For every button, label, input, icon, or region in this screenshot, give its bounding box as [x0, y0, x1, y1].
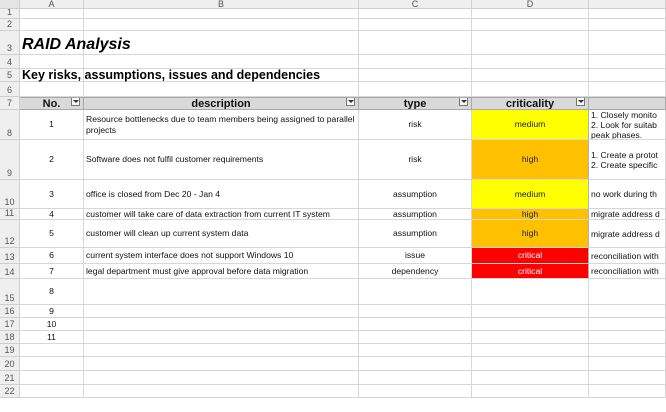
grid-cell[interactable]: [472, 385, 589, 398]
grid-cell[interactable]: [589, 55, 666, 69]
type-cell[interactable]: assumption: [359, 180, 472, 209]
row-number-cell[interactable]: 3: [20, 180, 84, 209]
criticality-cell[interactable]: critical: [472, 264, 589, 279]
grid-cell[interactable]: [472, 82, 589, 97]
grid-cell[interactable]: [84, 371, 359, 385]
criticality-cell[interactable]: medium: [472, 110, 589, 140]
grid-cell[interactable]: [20, 9, 84, 19]
grid-cell[interactable]: [472, 9, 589, 19]
grid-cell[interactable]: [359, 69, 472, 82]
action-cell[interactable]: migrate address d: [589, 209, 666, 220]
description-cell[interactable]: [84, 318, 359, 331]
description-cell[interactable]: [84, 331, 359, 344]
row-header[interactable]: 22: [0, 385, 20, 398]
row-header[interactable]: 1: [0, 9, 20, 19]
select-all-corner[interactable]: [0, 0, 20, 9]
grid-cell[interactable]: [589, 19, 666, 31]
header-criticality[interactable]: [472, 97, 589, 110]
row-number-cell[interactable]: 8: [20, 279, 84, 305]
action-cell[interactable]: reconciliation with: [589, 248, 666, 264]
description-cell[interactable]: [84, 305, 359, 318]
row-number-cell[interactable]: 5: [20, 220, 84, 248]
row-header[interactable]: 3: [0, 31, 20, 55]
grid-cell[interactable]: [472, 371, 589, 385]
grid-cell[interactable]: [359, 19, 472, 31]
type-cell[interactable]: assumption: [359, 220, 472, 248]
grid-cell[interactable]: [472, 31, 589, 55]
action-cell[interactable]: [589, 305, 666, 318]
row-header[interactable]: 21: [0, 371, 20, 385]
grid-cell[interactable]: [20, 344, 84, 357]
row-header[interactable]: 8: [0, 110, 20, 140]
row-header[interactable]: 6: [0, 82, 20, 97]
type-cell[interactable]: issue: [359, 248, 472, 264]
description-cell[interactable]: current system interface does not support Windows 10: [84, 248, 359, 264]
column-header-a[interactable]: A: [20, 0, 84, 9]
grid-cell[interactable]: [359, 55, 472, 69]
grid-cell[interactable]: [84, 19, 359, 31]
grid-cell[interactable]: [359, 82, 472, 97]
row-header[interactable]: 15: [0, 279, 20, 305]
grid-cell[interactable]: [84, 9, 359, 19]
description-cell[interactable]: office is closed from Dec 20 - Jan 4: [84, 180, 359, 209]
grid-cell[interactable]: [472, 357, 589, 371]
grid-cell[interactable]: [359, 344, 472, 357]
page-title: RAID Analysis: [22, 36, 131, 53]
criticality-cell[interactable]: [472, 305, 589, 318]
row-header[interactable]: 20: [0, 357, 20, 371]
grid-cell[interactable]: [359, 9, 472, 19]
grid-cell[interactable]: [589, 385, 666, 398]
column-header-e[interactable]: [589, 0, 666, 9]
row-header[interactable]: 2: [0, 19, 20, 31]
row-header[interactable]: 13: [0, 248, 20, 264]
grid-cell[interactable]: [472, 55, 589, 69]
row-header[interactable]: 4: [0, 55, 20, 69]
row-header[interactable]: 16: [0, 305, 20, 318]
description-cell[interactable]: customer will take care of data extraction from current IT system: [84, 209, 359, 220]
action-cell[interactable]: no work during th: [589, 180, 666, 209]
header-action[interactable]: [589, 97, 666, 110]
action-cell[interactable]: [589, 318, 666, 331]
grid-cell[interactable]: [359, 31, 472, 55]
header-type[interactable]: [359, 97, 472, 110]
description-cell[interactable]: legal department must give approval before data migration: [84, 264, 359, 279]
description-cell[interactable]: Resource bottlenecks due to team members being assigned to parallel projects: [84, 110, 359, 140]
criticality-cell[interactable]: [472, 331, 589, 344]
grid-cell[interactable]: [84, 55, 359, 69]
row-number-cell[interactable]: 6: [20, 248, 84, 264]
header-criticality-label: criticality: [505, 97, 555, 110]
grid-cell[interactable]: [20, 82, 84, 97]
grid-cell[interactable]: [472, 69, 589, 82]
row-header[interactable]: 18: [0, 331, 20, 344]
row-header[interactable]: 7: [0, 97, 20, 110]
header-description-label: description: [191, 97, 251, 110]
criticality-cell[interactable]: high: [472, 220, 589, 248]
criticality-cell[interactable]: [472, 318, 589, 331]
row-number-cell[interactable]: 11: [20, 331, 84, 344]
column-header-d[interactable]: D: [472, 0, 589, 9]
type-cell[interactable]: dependency: [359, 264, 472, 279]
grid-cell[interactable]: [84, 344, 359, 357]
grid-cell[interactable]: [589, 69, 666, 82]
description-cell[interactable]: [84, 279, 359, 305]
header-no-label: No.: [42, 97, 61, 110]
row-header[interactable]: 11: [0, 209, 20, 220]
filter-dropdown-icon[interactable]: [459, 97, 468, 106]
row-number-cell[interactable]: 7: [20, 264, 84, 279]
row-number-cell[interactable]: 10: [20, 318, 84, 331]
row-number-cell[interactable]: 9: [20, 305, 84, 318]
row-header[interactable]: 5: [0, 69, 20, 82]
criticality-cell[interactable]: high: [472, 140, 589, 180]
grid-cell[interactable]: [20, 55, 84, 69]
criticality-cell[interactable]: [472, 279, 589, 305]
header-type-label: type: [403, 97, 427, 110]
criticality-cell[interactable]: critical: [472, 248, 589, 264]
row-header[interactable]: 14: [0, 264, 20, 279]
grid-cell[interactable]: [589, 31, 666, 55]
grid-cell[interactable]: [84, 385, 359, 398]
type-cell[interactable]: assumption: [359, 209, 472, 220]
grid-cell[interactable]: [589, 9, 666, 19]
description-cell[interactable]: Software does not fulfil customer requirements: [84, 140, 359, 180]
action-cell[interactable]: reconciliation with: [589, 264, 666, 279]
grid-cell[interactable]: [589, 357, 666, 371]
action-cell[interactable]: 1. Create a protot 2. Create specific: [589, 140, 666, 180]
header-description[interactable]: [84, 97, 359, 110]
filter-dropdown-icon[interactable]: [71, 97, 80, 106]
grid-cell[interactable]: [472, 19, 589, 31]
filter-dropdown-icon[interactable]: [576, 97, 585, 106]
grid-cell[interactable]: [589, 344, 666, 357]
type-cell[interactable]: risk: [359, 110, 472, 140]
grid-cell[interactable]: [359, 385, 472, 398]
grid-cell[interactable]: [84, 357, 359, 371]
row-header[interactable]: 9: [0, 140, 20, 180]
type-cell[interactable]: [359, 318, 472, 331]
action-cell[interactable]: [589, 331, 666, 344]
column-header-b[interactable]: B: [84, 0, 359, 9]
criticality-cell[interactable]: medium: [472, 180, 589, 209]
grid-cell[interactable]: [20, 357, 84, 371]
grid-cell[interactable]: [472, 344, 589, 357]
row-number-cell[interactable]: 2: [20, 140, 84, 180]
grid-cell[interactable]: [20, 19, 84, 31]
row-header[interactable]: 19: [0, 344, 20, 357]
type-cell[interactable]: [359, 305, 472, 318]
page-subtitle: Key risks, assumptions, issues and dependencies: [22, 68, 321, 82]
grid-cell[interactable]: [359, 371, 472, 385]
criticality-cell[interactable]: high: [472, 209, 589, 220]
action-cell[interactable]: migrate address d: [589, 220, 666, 248]
column-header-c[interactable]: C: [359, 0, 472, 9]
row-header[interactable]: 12: [0, 220, 20, 248]
grid-cell[interactable]: [589, 371, 666, 385]
grid-cell[interactable]: [20, 385, 84, 398]
row-header[interactable]: 17: [0, 318, 20, 331]
row-number-cell[interactable]: 1: [20, 110, 84, 140]
type-cell[interactable]: [359, 331, 472, 344]
header-no[interactable]: [20, 97, 84, 110]
description-cell[interactable]: customer will clean up current system data: [84, 220, 359, 248]
type-cell[interactable]: risk: [359, 140, 472, 180]
type-cell[interactable]: [359, 279, 472, 305]
action-cell[interactable]: [589, 279, 666, 305]
grid-cell[interactable]: [359, 357, 472, 371]
grid-cell[interactable]: [20, 371, 84, 385]
grid-cell[interactable]: [84, 82, 359, 97]
row-number-cell[interactable]: 4: [20, 209, 84, 220]
grid-cell[interactable]: [589, 82, 666, 97]
row-header[interactable]: 10: [0, 180, 20, 209]
action-cell[interactable]: 1. Closely monito 2. Look for suitab peak phases.: [589, 110, 666, 140]
filter-dropdown-icon[interactable]: [346, 97, 355, 106]
